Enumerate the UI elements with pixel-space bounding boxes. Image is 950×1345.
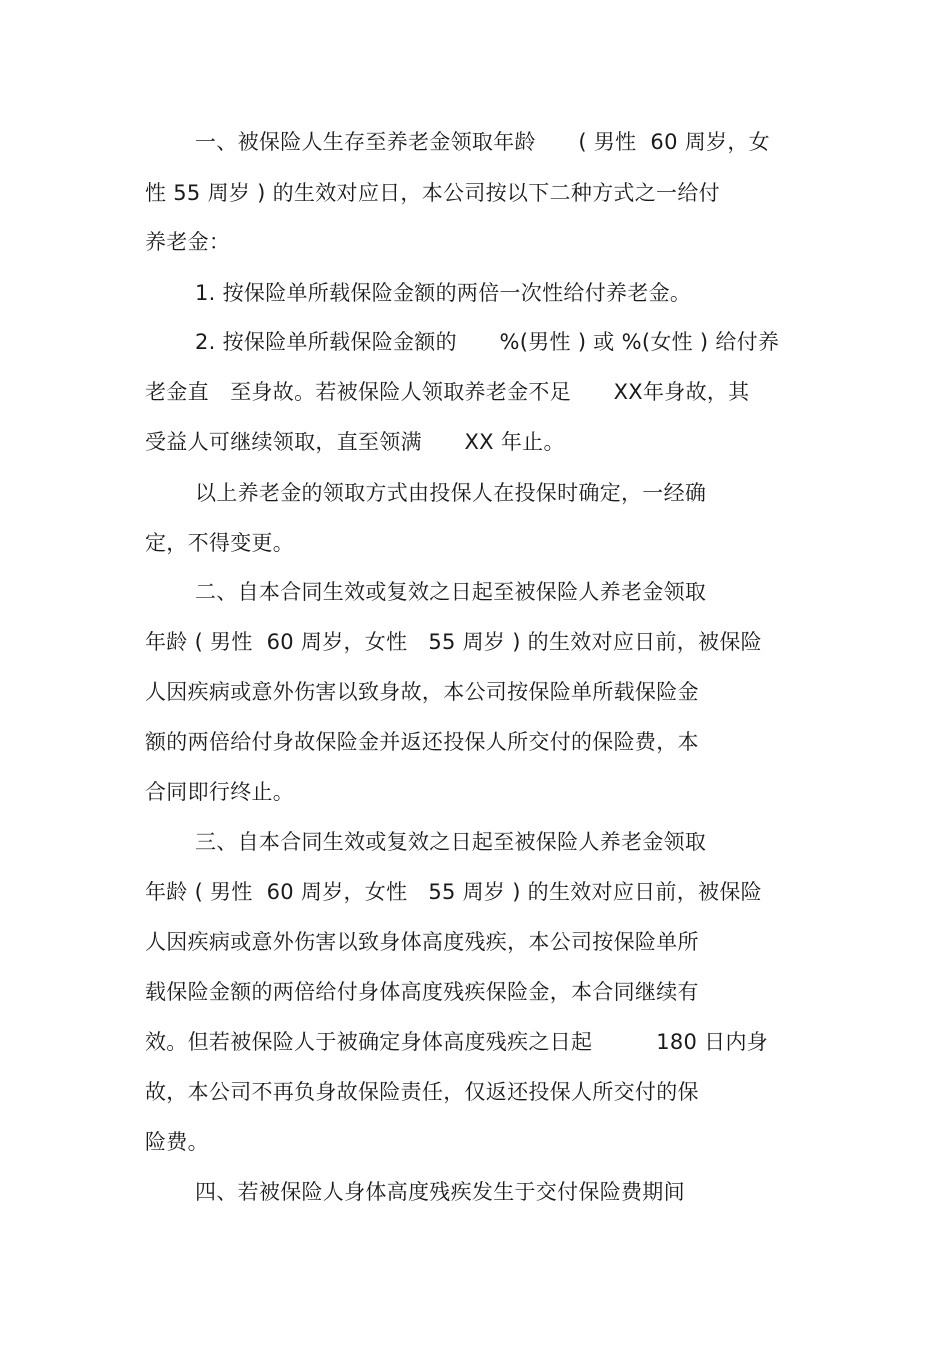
text-line-17: 人因疾病或意外伤害以致身体高度残疾，本公司按保险单所 (145, 930, 699, 954)
text-line-9: 定，不得变更。 (145, 531, 295, 555)
text-line-12: 人因疾病或意外伤害以致身故，本公司按保险单所载保险金 (145, 680, 699, 704)
text-line-22: 四、若被保险人身体高度残疾发生于交付保险费期间 (195, 1180, 685, 1204)
text-line-20: 故，本公司不再负身故保险责任，仅返还投保人所交付的保 (145, 1080, 699, 1104)
text-line-8: 以上养老金的领取方式由投保人在投保时确定，一经确 (195, 481, 707, 505)
text-line-21: 险费。 (145, 1130, 209, 1154)
text-line-1: 一、被保险人生存至养老金领取年龄 ( 男性 60 周岁，女 (195, 130, 770, 154)
text-line-4: 1. 按保险单所载保险金额的两倍一次性给付养老金。 (195, 281, 692, 305)
text-line-14: 合同即行终止。 (145, 780, 295, 804)
text-line-6: 老金直 至身故。若被保险人领取养老金不足 XX年身故，其 (145, 380, 750, 404)
text-line-18: 载保险金额的两倍给付身体高度残疾保险金，本合同继续有 (145, 980, 699, 1004)
text-line-11: 年龄 ( 男性 60 周岁，女性 55 周岁 ) 的生效对应日前，被保险 (145, 630, 762, 654)
text-line-19: 效。但若被保险人于被确定身体高度残疾之日起 180 日内身 (145, 1030, 769, 1054)
text-line-16: 年龄 ( 男性 60 周岁，女性 55 周岁 ) 的生效对应日前，被保险 (145, 880, 762, 904)
text-line-7: 受益人可继续领取，直至领满 XX 年止。 (145, 430, 565, 454)
text-line-10: 二、自本合同生效或复效之日起至被保险人养老金领取 (195, 580, 707, 604)
text-line-2: 性 55 周岁 ) 的生效对应日，本公司按以下二种方式之一给付 (145, 181, 720, 205)
text-line-5: 2. 按保险单所载保险金额的 %(男性 ) 或 %(女性 ) 给付养 (195, 330, 780, 354)
text-line-13: 额的两倍给付身故保险金并返还投保人所交付的保险费，本 (145, 730, 699, 754)
text-line-15: 三、自本合同生效或复效之日起至被保险人养老金领取 (195, 830, 707, 854)
text-line-3: 养老金： (145, 230, 231, 254)
